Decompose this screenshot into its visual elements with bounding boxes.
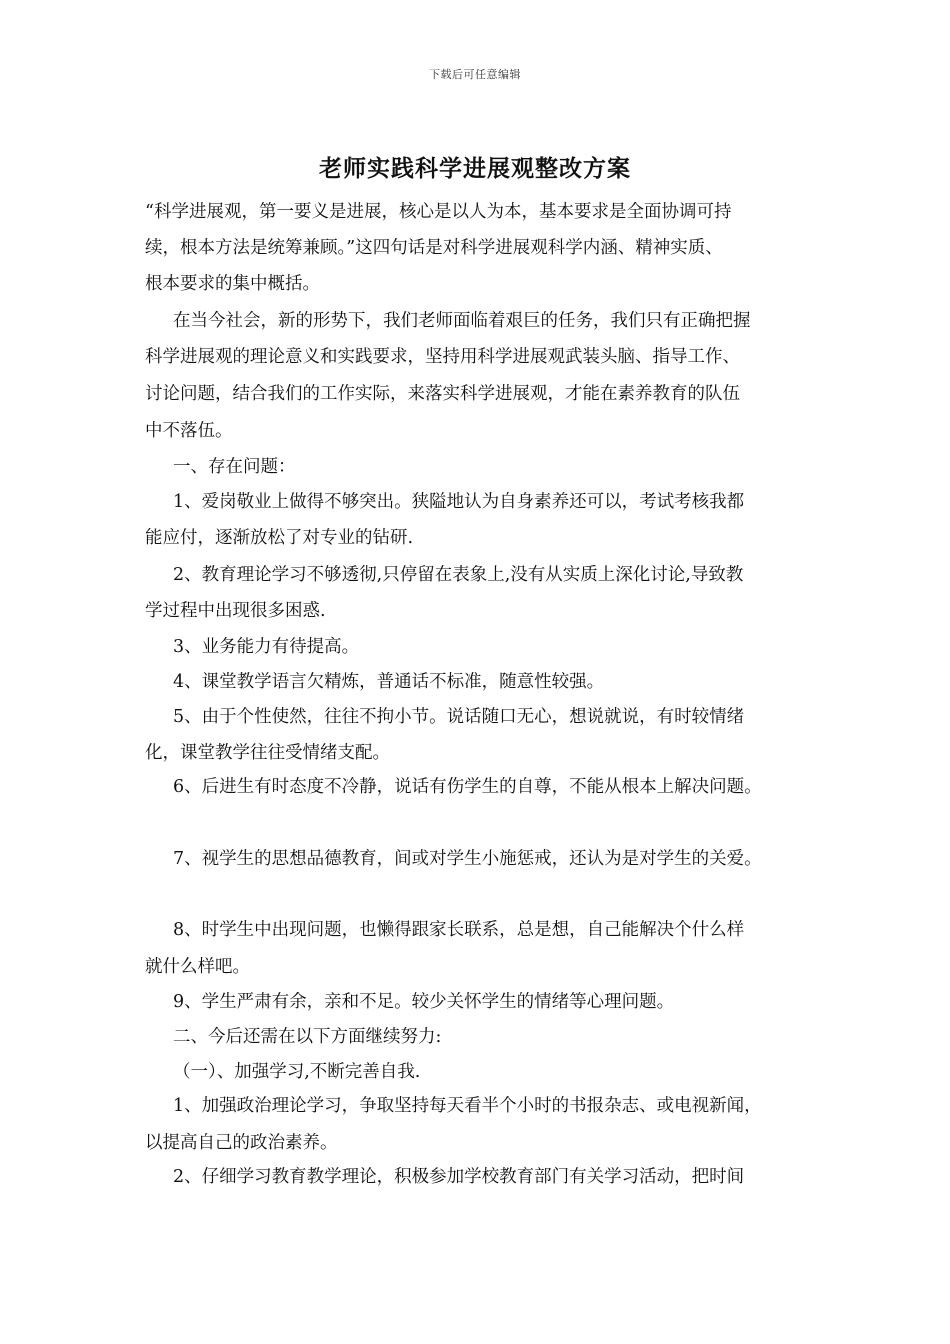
- body-line: 在当今社会，新的形势下，我们老师面临着艰巨的任务，我们只有正确把握: [173, 311, 751, 331]
- body-line: 1、爱岗敬业上做得不够突出。狭隘地认为自身素养还可以，考试考核我都: [173, 492, 745, 512]
- body-line: 2、教育理论学习不够透彻,只停留在表象上,没有从实质上深化讨论,导致教: [173, 565, 744, 585]
- body-line: 9、学生严肃有余，亲和不足。较少关怀学生的情绪等心理问题。: [173, 992, 675, 1012]
- body-line: 7、视学生的思想品德教育，间或对学生小施惩戒，还认为是对学生的关爱。: [173, 849, 762, 869]
- body-line: “科学进展观，第一要义是进展，核心是以人为本，基本要求是全面协调可持: [145, 202, 732, 222]
- document-title: 老师实践科学进展观整改方案: [319, 155, 631, 182]
- body-line: 8、时学生中出现问题，也懒得跟家长联系，总是想，自己能解决个什么样: [173, 920, 745, 940]
- body-line: 化，课堂教学往往受情绪支配。: [145, 743, 390, 763]
- body-line: 2、仔细学习教育教学理论，积极参加学校教育部门有关学习活动，把时间: [173, 1167, 745, 1187]
- body-line: 中不落伍。: [145, 421, 233, 441]
- body-line: 1、加强政治理论学习，争取坚持每天看半个小时的书报杂志、或电视新闻，: [173, 1096, 762, 1116]
- subsection-heading: （一）、加强学习,不断完善自我.: [173, 1062, 421, 1082]
- section-heading: 二、今后还需在以下方面继续努力:: [173, 1027, 442, 1047]
- body-line: 就什么样吧。: [145, 957, 250, 977]
- body-line: 续，根本方法是统筹兼顾。”这四句话是对科学进展观科学内涵、精神实质、: [145, 238, 723, 258]
- body-line: 4、课堂教学语言欠精炼，普通话不标准，随意性较强。: [173, 672, 605, 692]
- body-line: 3、业务能力有待提高。: [173, 637, 360, 657]
- body-line: 能应付，逐渐放松了对专业的钻研.: [145, 528, 414, 548]
- body-line: 6、后进生有时态度不冷静，说话有伤学生的自尊，不能从根本上解决问题。: [173, 777, 762, 797]
- body-line: 讨论问题，结合我们的工作实际，来落实科学进展观，才能在素养教育的队伍: [145, 384, 740, 404]
- body-line: 科学进展观的理论意义和实践要求，坚持用科学进展观武装头脑、指导工作、: [145, 347, 740, 367]
- body-line: 以提高自己的政治素养。: [145, 1133, 338, 1153]
- body-line: 根本要求的集中概括。: [145, 274, 320, 294]
- body-line: 5、由于个性使然，往往不拘小节。说话随口无心，想说就说，有时较情绪: [173, 707, 745, 727]
- header-note: 下载后可任意编辑: [429, 68, 521, 81]
- body-line: 学过程中出现很多困惑.: [145, 601, 326, 621]
- section-heading: 一、存在问题：: [173, 457, 296, 477]
